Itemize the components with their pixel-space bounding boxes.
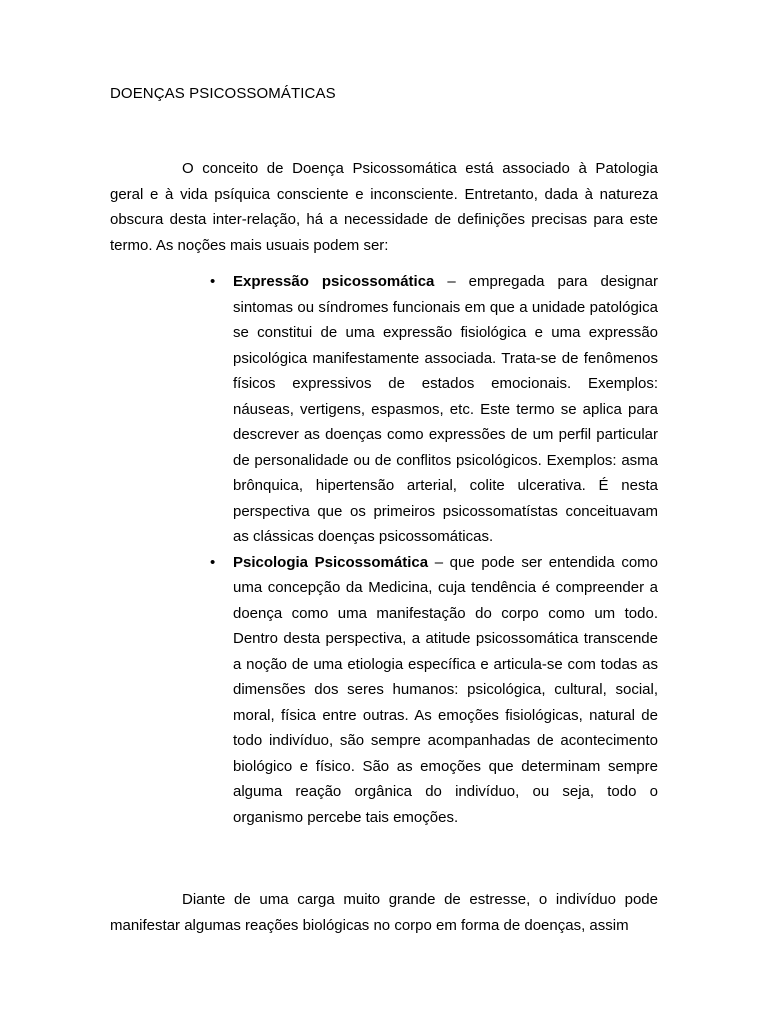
definition-text: – empregada para designar sintomas ou síndromes funcionais em que a unidade patológica se constitui de uma expressão fisiológica e uma expressão psicológica manifestamente associada. Trata-se de fenômenos físicos expressivos de estados emocionais. Exemplos: náuseas, vertigens, espasmos, etc. Este termo se aplica para descrever as doenças como expressões de um perfil particular de personalidade ou de conflitos psicológicos. Exemplos: asma brônquica, hipertensão arterial, colite ulcerativa. É nesta perspectiva que os primeiros psicossomatístas conceituavam as clássicas doenças psicossomáticas. <box>233 273 658 545</box>
intro-paragraph: O conceito de Doença Psicossomática está associado à Patologia geral e à vida psíquica consciente e inconsciente. Entretanto, dada à natureza obscura desta inter-relação, há a necessidade de definições precisas para este termo. As noções mais usuais podem ser: <box>110 160 658 254</box>
list-item <box>210 269 658 550</box>
term-psicologia-psicossomatica: Psicologia Psicossomática <box>233 553 429 571</box>
closing-paragraph: Diante de uma carga muito grande de estresse, o indivíduo pode manifestar algumas reações biológicas no corpo em forma de doenças, assim <box>110 891 658 934</box>
document-title: DOENÇAS PSICOSSOMÁTICAS <box>110 85 336 102</box>
bullet-icon: • <box>210 273 216 290</box>
definition-text: – que pode ser entendida como uma concepção da Medicina, cuja tendência é compreender a doença como uma manifestação do corpo como um todo. Dentro desta perspectiva, a atitude psicossomática transcende a noção de uma etiologia específica e articula-se com todas as dimensões dos seres humanos: psicológica, cultural, social, moral, física entre outras. As emoções fisiológicas, natural de todo indivíduo, são sempre acompanhadas de acontecimento biológico e físico. São as emoções que determinam sempre alguma reação orgânica do indivíduo, ou seja, todo o organismo percebe tais emoções. <box>233 553 659 826</box>
term-expressao-psicossomatica: Expressão psicossomática <box>233 273 435 290</box>
bullet-icon: • <box>210 553 216 571</box>
list-item <box>210 550 659 831</box>
definition-list <box>210 269 659 830</box>
